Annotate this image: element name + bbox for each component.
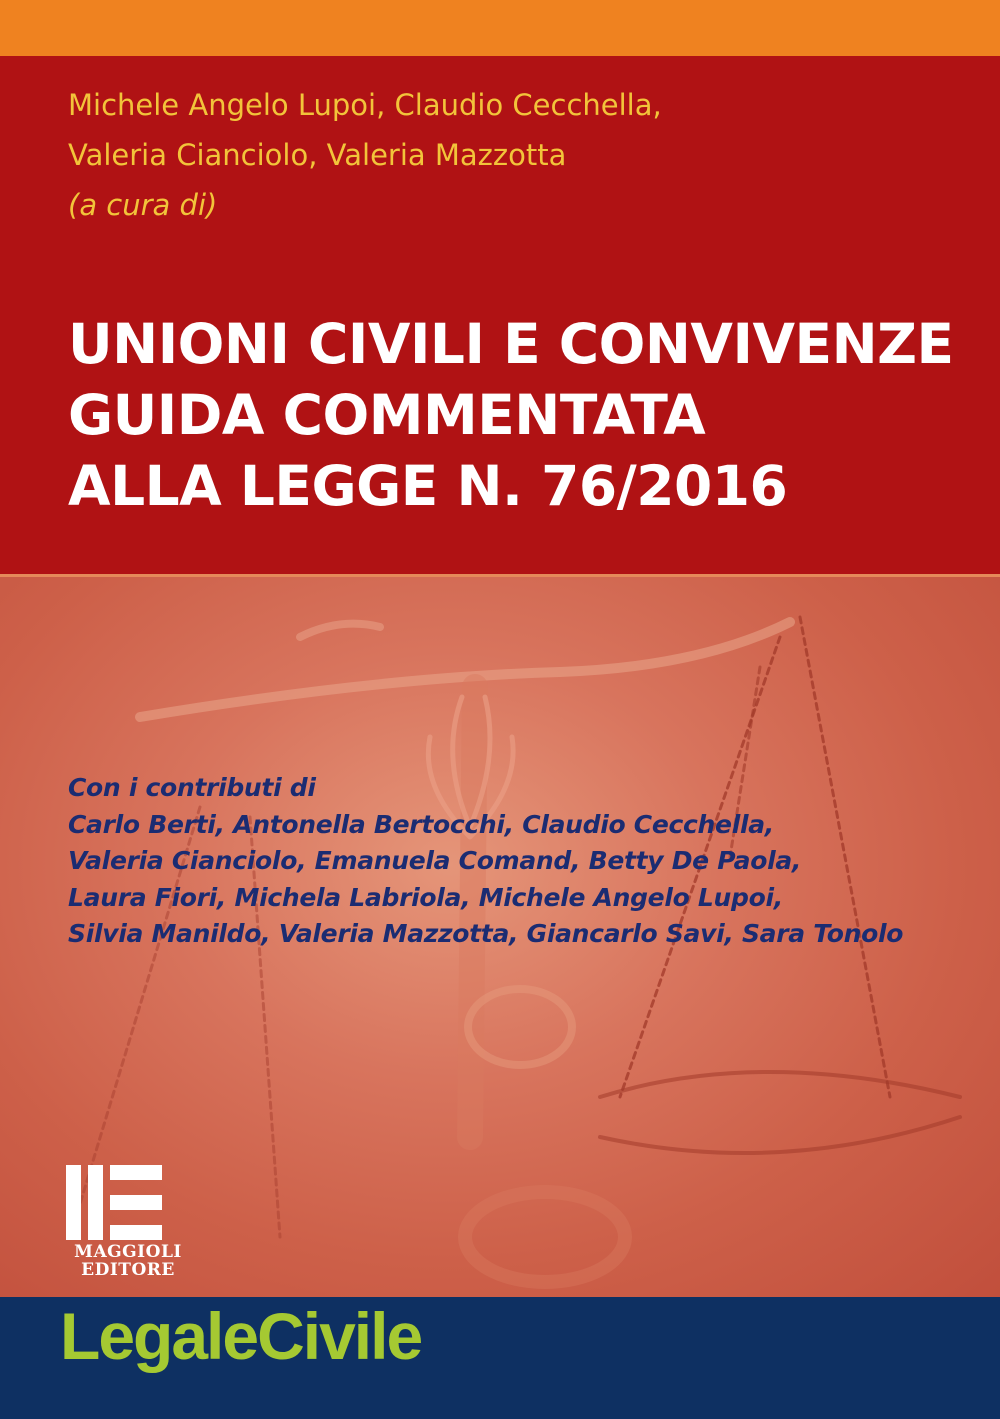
title-line-2: GUIDA COMMENTATA bbox=[68, 383, 706, 447]
editors-line-1: Michele Angelo Lupoi, Claudio Cecchella, bbox=[68, 88, 662, 122]
top-orange-band bbox=[0, 0, 1000, 56]
editors-role: (a cura di) bbox=[68, 188, 218, 222]
publisher-name-line-2: EDITORE bbox=[81, 1260, 175, 1280]
maggioli-logo-icon bbox=[66, 1165, 190, 1240]
publisher-name bbox=[66, 1243, 190, 1279]
editors-line-2: Valeria Cianciolo, Valeria Mazzotta bbox=[68, 138, 567, 172]
title-line-1: UNIONI CIVILI E CONVIVENZE bbox=[68, 312, 954, 376]
contributors-heading: Con i contributi di bbox=[68, 773, 316, 802]
editors-block bbox=[68, 80, 662, 230]
contributors-line-4: Silvia Manildo, Valeria Mazzotta, Giancarlo Savi, Sara Tonolo bbox=[68, 919, 904, 948]
publisher-logo bbox=[66, 1165, 190, 1279]
contributors-line-1: Carlo Berti, Antonella Bertocchi, Claudio Cecchella, bbox=[68, 809, 774, 839]
contributors-line-3: Laura Fiori, Michela Labriola, Michele Angelo Lupoi, bbox=[68, 882, 783, 912]
publisher-name-line-1: MAGGIOLI bbox=[74, 1242, 182, 1262]
book-title bbox=[68, 309, 954, 522]
contributors-block bbox=[68, 770, 903, 953]
contributors-line-2: Valeria Cianciolo, Emanuela Comand, Betty De Paola, bbox=[68, 846, 802, 875]
series-name: LegaleCivile bbox=[60, 1299, 422, 1373]
title-line-3: ALLA LEGGE N. 76/2016 bbox=[68, 454, 788, 518]
